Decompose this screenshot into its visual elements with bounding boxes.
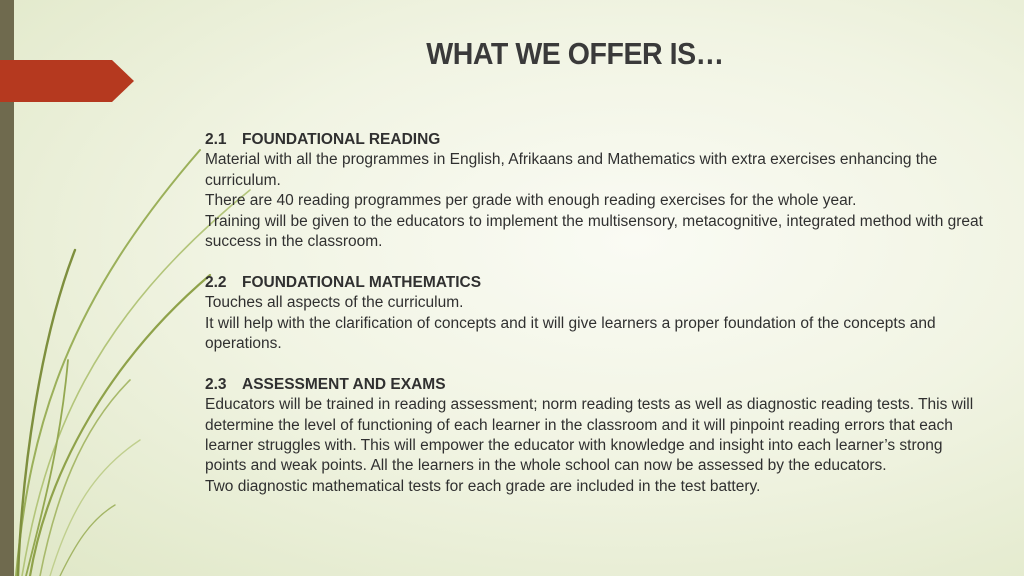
section-assessment-and-exams	[205, 375, 985, 497]
slide-title: WHAT WE OFFER IS…	[426, 36, 724, 71]
grass-blade	[40, 380, 130, 576]
grass-blade	[50, 440, 140, 576]
grass-blade	[30, 275, 210, 576]
section-paragraph: Material with all the programmes in English, Afrikaans and Mathematics with extra exercises enhancing the curriculum.	[205, 151, 938, 189]
section-paragraph: Educators will be trained in reading assessment; norm reading tests as well as diagnostic reading tests. This will determine the level of functioning of each learner in the classroom and it will pinpoint reading errors that each learner struggles with. This will empower the educator with knowledge and insight into each learner’s strong points and weak points. All the learners in the whole school can now be assessed by the educators.	[205, 396, 974, 475]
section-number: 2.2	[205, 273, 227, 291]
slide-content	[205, 130, 985, 518]
section-foundational-reading	[205, 130, 985, 252]
section-title: FOUNDATIONAL READING	[242, 131, 441, 148]
grass-blade	[60, 505, 115, 576]
section-paragraph: It will help with the clarification of concepts and it will give learners a proper foundation of the concepts and operations.	[205, 314, 936, 353]
section-paragraph: Two diagnostic mathematical tests for each grade are included in the test battery.	[205, 477, 761, 495]
section-heading	[205, 375, 985, 395]
section-heading	[205, 130, 985, 150]
title-arrow-tab	[0, 60, 134, 102]
section-heading	[205, 273, 985, 293]
section-foundational-mathematics	[205, 273, 985, 355]
section-number: 2.3	[205, 375, 227, 393]
section-title: FOUNDATIONAL MATHEMATICS	[242, 273, 482, 291]
section-paragraph: Training will be given to the educators to implement the multisensory, metacognitive, integrated method with great success in the classroom.	[205, 212, 983, 251]
section-number: 2.1	[205, 131, 227, 148]
section-title: ASSESSMENT AND EXAMS	[242, 375, 446, 393]
section-paragraph: Touches all aspects of the curriculum.	[205, 294, 464, 312]
section-paragraph: There are 40 reading programmes per grade with enough reading exercises for the whole year.	[205, 192, 857, 210]
